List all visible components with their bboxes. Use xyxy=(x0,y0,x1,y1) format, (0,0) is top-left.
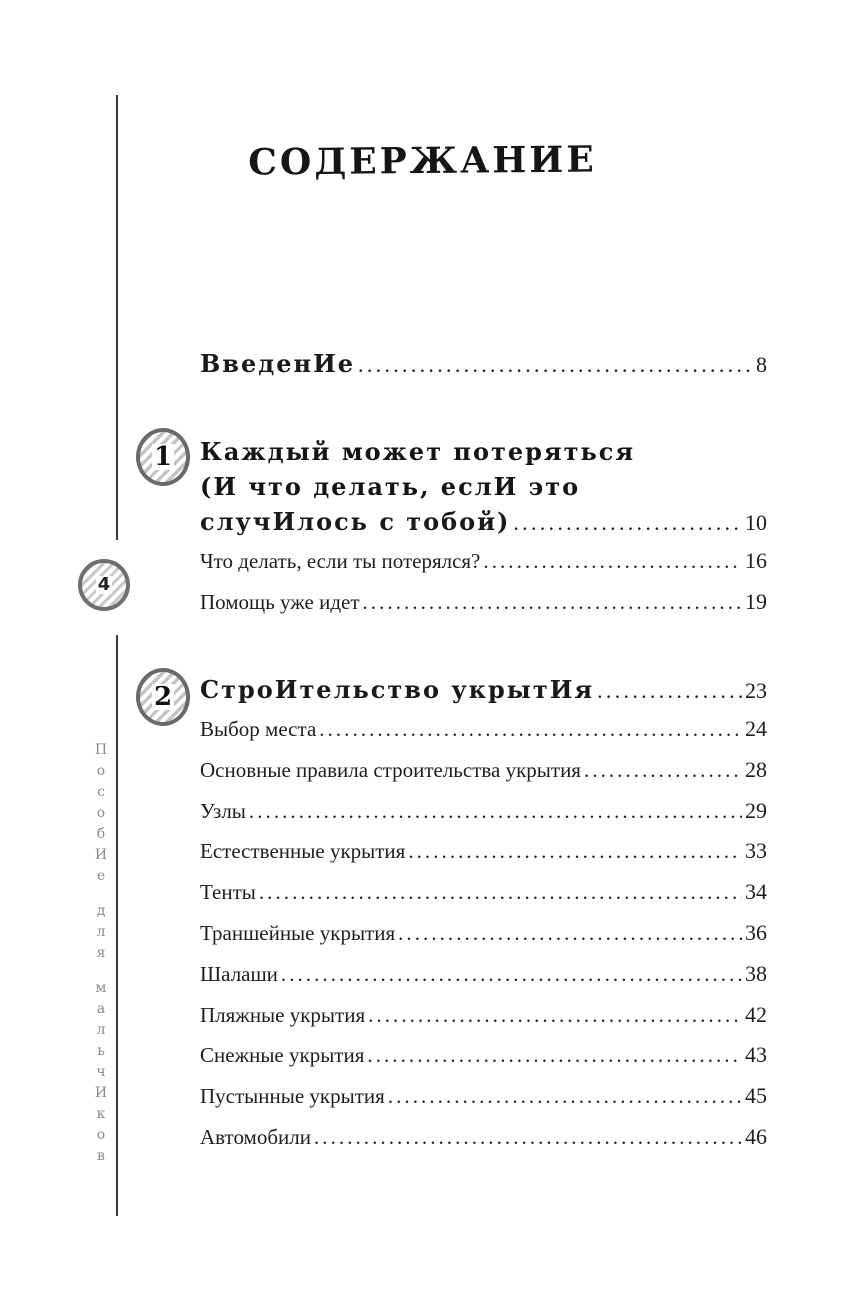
toc-entry-label: ВведенИе xyxy=(200,349,356,378)
toc-entry-page: 33 xyxy=(745,838,767,864)
toc-entry-label: Что делать, если ты потерялся? xyxy=(200,549,481,573)
running-title-char: И xyxy=(94,847,108,863)
leader-dots xyxy=(259,872,742,913)
running-title-char: б xyxy=(96,826,106,842)
toc-entry-page: 43 xyxy=(745,1042,767,1068)
toc-intro xyxy=(200,346,767,381)
toc-entry[interactable] xyxy=(200,872,767,913)
chapter-1-badge xyxy=(136,428,190,486)
leader-dots xyxy=(368,995,742,1036)
toc-entry[interactable] xyxy=(200,913,767,954)
toc-entry-label: Пустынные укрытия xyxy=(200,1084,385,1109)
toc-entry-label: Узлы xyxy=(200,798,246,823)
running-title-char: о xyxy=(96,763,106,779)
running-title-char: ч xyxy=(96,1064,106,1080)
toc-entry-label: Снежные укрытия xyxy=(200,1043,365,1068)
leader-dots xyxy=(314,1117,742,1158)
running-title-char: а xyxy=(96,1001,106,1017)
running-title-char: П xyxy=(94,742,108,758)
toc-entry-page: 42 xyxy=(745,1001,767,1027)
page-number-badge xyxy=(78,559,130,611)
toc-entry-label: Помощь уже идет xyxy=(200,589,360,614)
toc-entry-page: 23 xyxy=(745,678,767,703)
running-title-char: о xyxy=(96,805,106,821)
toc-entry-chapter-1[interactable] xyxy=(200,504,767,539)
running-title-char: я xyxy=(96,945,106,961)
chapter-title-line: СтроИтельство укрытИя xyxy=(200,675,595,704)
toc-entry[interactable] xyxy=(200,831,767,872)
page-number: 4 xyxy=(97,574,111,595)
margin-rule-bottom xyxy=(116,635,118,1216)
toc-entry-page: 46 xyxy=(745,1123,767,1149)
leader-dots xyxy=(398,913,742,954)
toc-entry-label: Шалаши xyxy=(200,961,278,986)
toc-entry-page: 8 xyxy=(756,352,767,377)
chapter-2-badge xyxy=(136,668,190,726)
leader-dots xyxy=(358,347,753,382)
chapter-title-line: случИлось с тобой) xyxy=(200,507,511,536)
toc-entry-page: 19 xyxy=(745,588,767,614)
running-title-char: в xyxy=(97,1148,105,1164)
toc-entry[interactable] xyxy=(200,791,767,832)
toc-entry[interactable] xyxy=(200,1076,767,1117)
toc-entry[interactable] xyxy=(200,541,767,582)
chapter-title-line[interactable]: Каждый может потеряться xyxy=(200,437,636,466)
toc-chapter-2 xyxy=(200,672,767,1158)
toc-entry-page: 16 xyxy=(745,548,767,573)
leader-dots xyxy=(388,1076,742,1117)
running-title-char: о xyxy=(96,1127,106,1143)
toc-entry-page: 28 xyxy=(745,756,767,782)
toc-entry[interactable] xyxy=(200,582,767,623)
toc-entry-chapter-2[interactable] xyxy=(200,672,767,707)
leader-dots xyxy=(408,831,742,872)
chapter-number: 1 xyxy=(153,442,173,472)
toc-entry-label: Автомобили xyxy=(200,1124,311,1149)
toc-entry-page: 34 xyxy=(745,879,767,905)
running-title-char: с xyxy=(97,784,105,800)
toc-entry-label: Пляжные укрытия xyxy=(200,1002,366,1027)
leader-dots xyxy=(319,709,742,750)
page-title: СОДЕРЖАНИЕ xyxy=(248,138,597,184)
leader-dots xyxy=(513,505,742,540)
toc-entry-page: 29 xyxy=(745,797,767,823)
toc-entry-intro[interactable] xyxy=(200,346,767,381)
toc-entry-label: Тенты xyxy=(200,880,256,905)
leader-dots xyxy=(483,541,742,582)
leader-dots xyxy=(597,673,742,708)
running-title-char: е xyxy=(96,868,106,884)
toc-entry[interactable] xyxy=(200,709,767,750)
chapter-number: 2 xyxy=(153,682,173,712)
toc-entry-label: Естественные укрытия xyxy=(200,839,406,864)
toc-chapter-1 xyxy=(200,434,767,623)
toc-entry-label: Траншейные укрытия xyxy=(200,920,396,945)
leader-dots xyxy=(249,791,742,832)
running-title-char: л xyxy=(96,924,106,940)
toc-entry[interactable] xyxy=(200,1117,767,1158)
running-title-vertical xyxy=(88,740,114,1167)
toc-entry-label: Основные правила строительства укрытия xyxy=(200,757,581,782)
running-title-char: м xyxy=(95,980,107,996)
leader-dots xyxy=(281,954,742,995)
running-title-char: д xyxy=(96,903,106,919)
running-title-char: ь xyxy=(97,1043,105,1059)
toc-entry-page: 10 xyxy=(745,510,767,535)
toc-entry[interactable] xyxy=(200,954,767,995)
toc-entry-page: 24 xyxy=(745,716,767,741)
chapter-title-line[interactable]: (И что делать, еслИ это xyxy=(200,472,581,501)
leader-dots xyxy=(367,1035,742,1076)
toc-entry[interactable] xyxy=(200,995,767,1036)
toc-entry[interactable] xyxy=(200,1035,767,1076)
leader-dots xyxy=(584,750,742,791)
running-title-char: к xyxy=(96,1106,106,1122)
toc-entry[interactable] xyxy=(200,750,767,791)
toc-entry-page: 45 xyxy=(745,1083,767,1109)
running-title-char: И xyxy=(94,1085,108,1101)
leader-dots xyxy=(363,582,743,623)
toc-entry-page: 36 xyxy=(745,919,767,945)
toc-entry-page: 38 xyxy=(745,960,767,986)
running-title-char: л xyxy=(96,1022,106,1038)
toc-entry-label: Выбор места xyxy=(200,717,317,741)
